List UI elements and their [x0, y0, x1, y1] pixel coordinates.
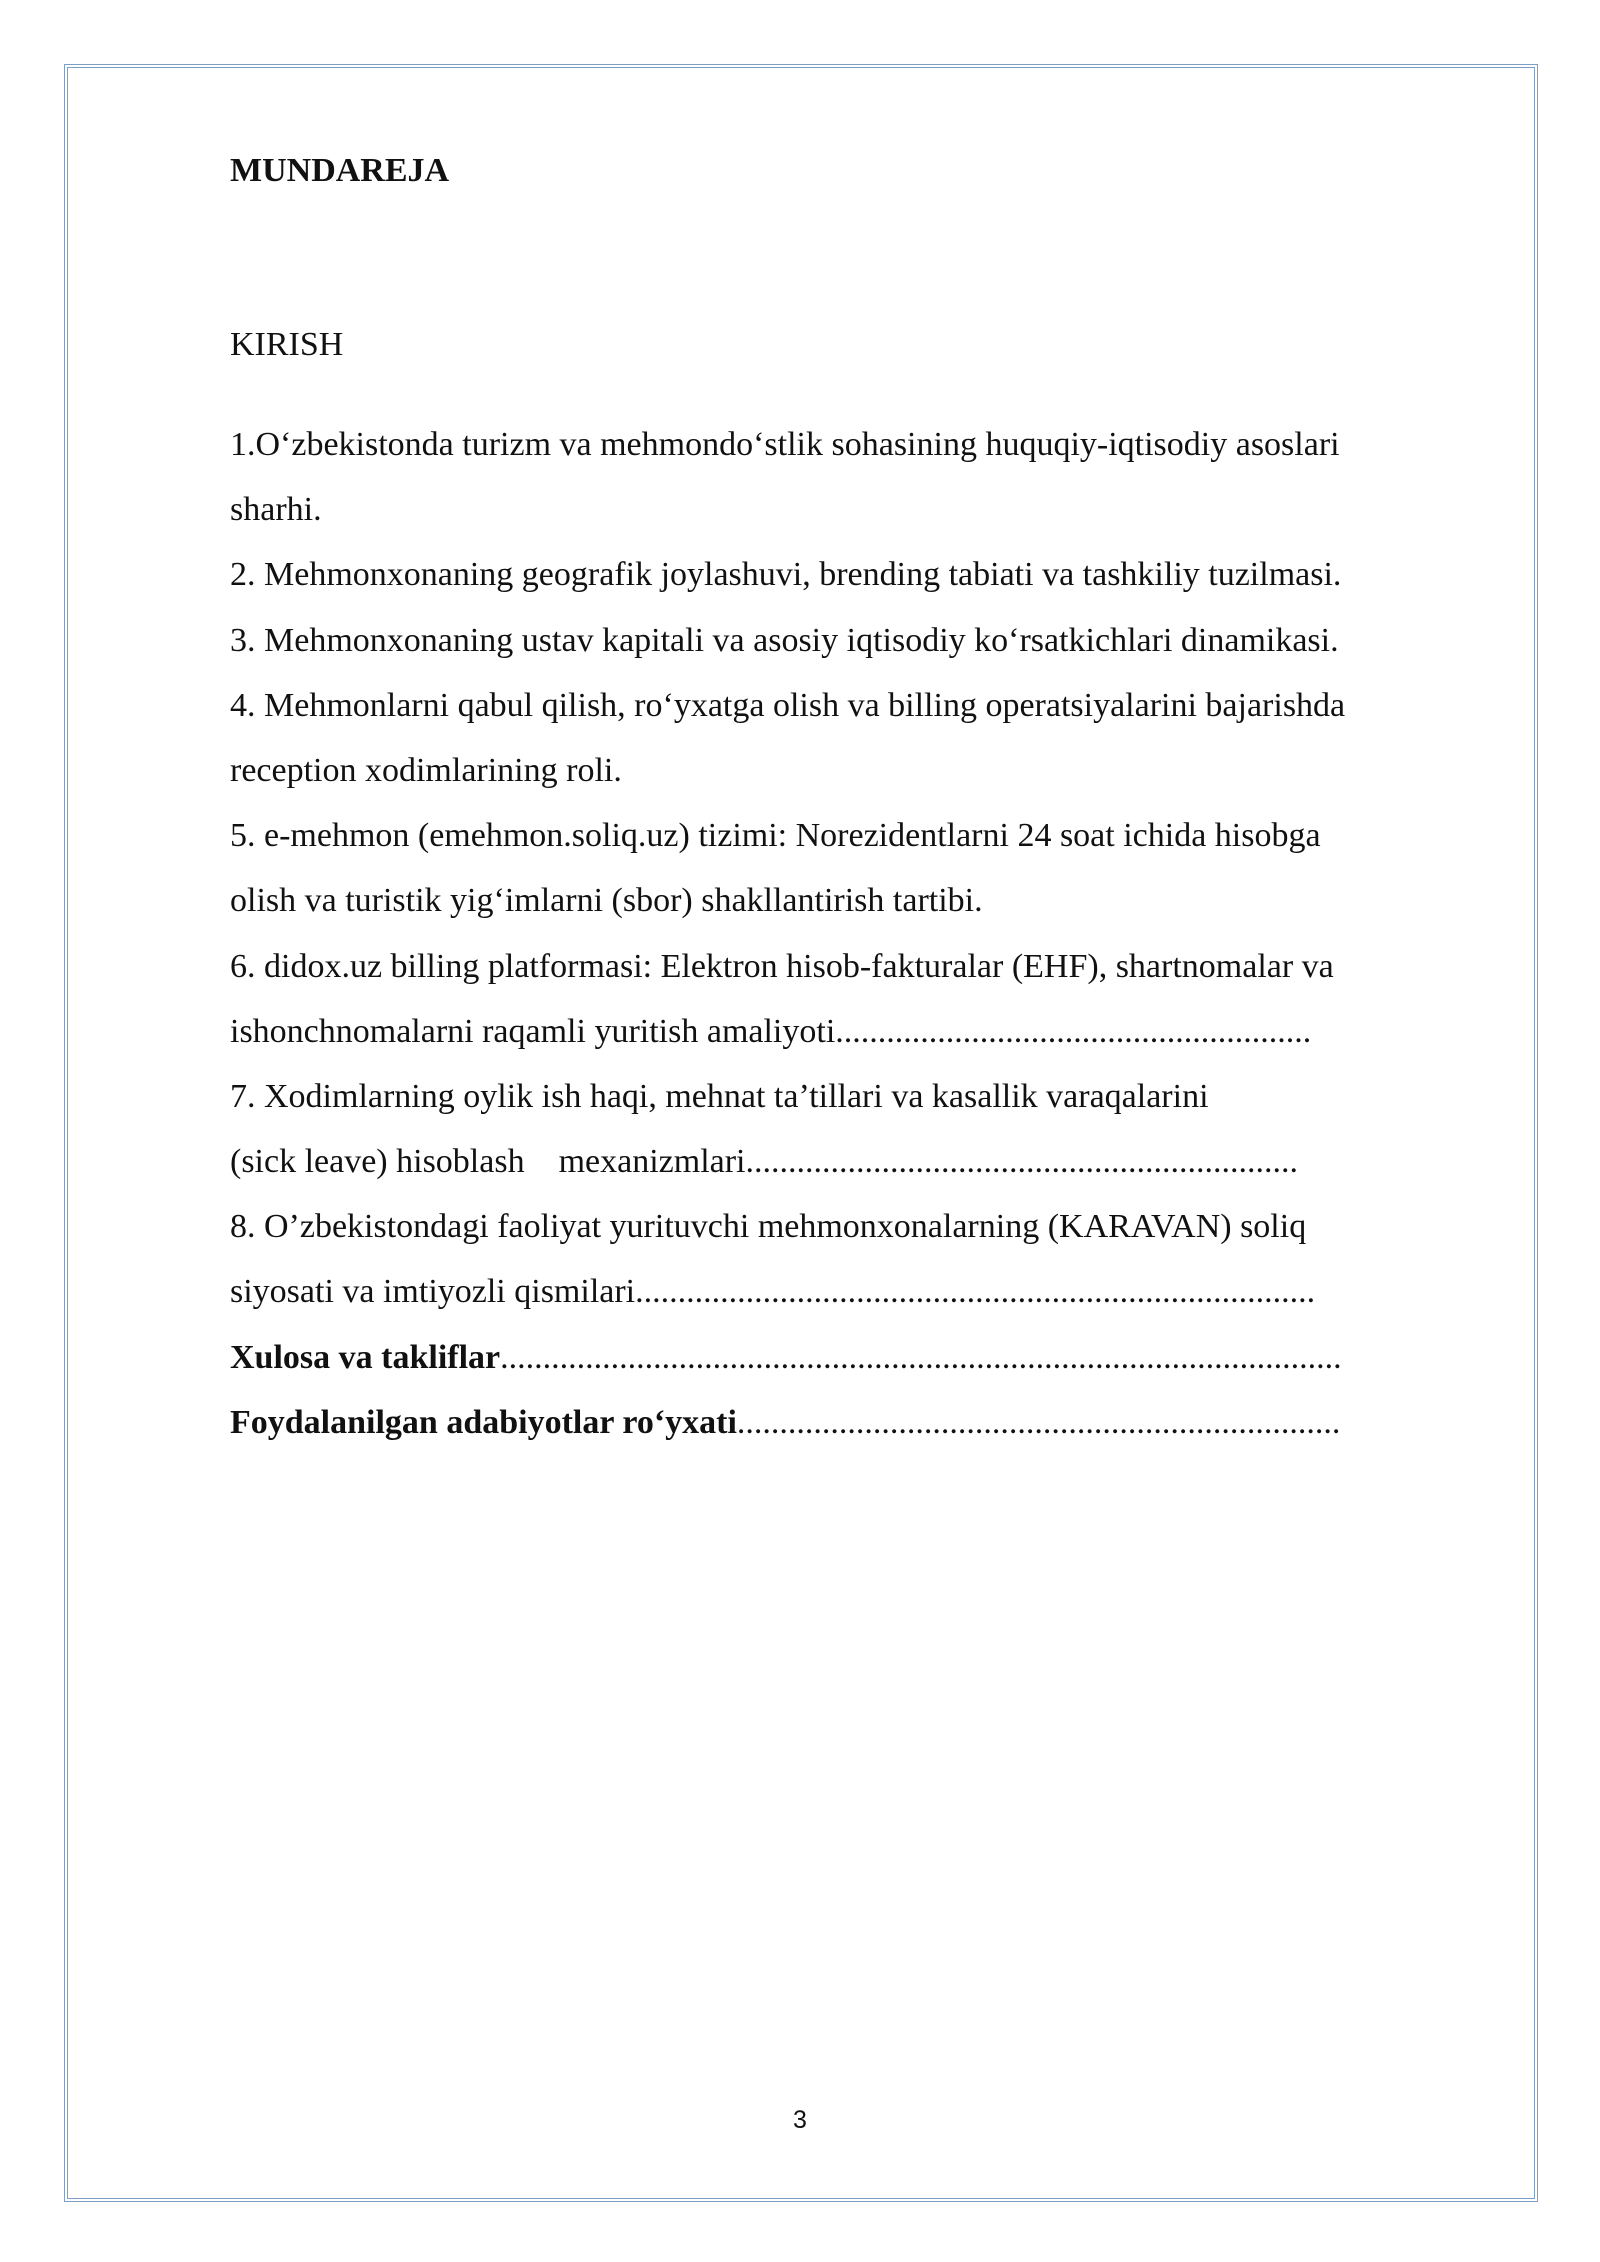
toc-entry-5-line-1: 5. e-mehmon (emehmon.soliq.uz) tizimi: Norezidentlarni 24 soat ichida hisobga	[230, 817, 1321, 855]
toc-entry-4-line-2: reception xodimlarining roli.	[230, 751, 622, 789]
toc-intro: KIRISH	[230, 326, 344, 363]
toc-conclusion-title: Xulosa va takliflar	[230, 1338, 501, 1376]
toc-references-title: Foydalanilgan adabiyotlar ro‘yxati	[230, 1403, 737, 1441]
page-number: 3	[793, 2106, 807, 2134]
toc-entry-2: 2. Mehmonxonaning geografik joylashuvi, brending tabiati va tashkiliy tuzilmasi.	[230, 556, 1342, 594]
toc-conclusion-leader: ...................................................................................................	[500, 1338, 1342, 1376]
toc-entries	[230, 412, 1480, 1455]
toc-entry-3: 3. Mehmonxonaning ustav kapitali va asosiy iqtisodiy ko‘rsatkichlari dinamikasi.	[230, 621, 1339, 659]
toc-entry-8-line-1: 8. O’zbekistondagi faoliyat yurituvchi mehmonxonalarning (KARAVAN) soliq	[230, 1208, 1307, 1246]
toc-entry-4-line-1: 4. Mehmonlarni qabul qilish, ro‘yxatga olish va billing operatsiyalarini bajarishda	[230, 686, 1346, 724]
toc-entry-1-line-2: sharhi.	[230, 491, 322, 529]
toc-references-leader: .......................................................................	[736, 1403, 1341, 1441]
toc-entry-7-line-1: 7. Xodimlarning oylik ish haqi, mehnat ta’tillari va kasallik varaqalarini	[230, 1077, 1209, 1115]
toc-entry-8-line-2: siyosati va imtiyozli qismilari................................................................................	[230, 1273, 1316, 1311]
toc-conclusion	[230, 1325, 1480, 1390]
toc-entry-6-line-1: 6. didox.uz billing platformasi: Elektron hisob-fakturalar (EHF), shartnomalar va	[230, 947, 1334, 985]
toc-entry-6-line-2: ishonchnomalarni raqamli yuritish amaliyoti........................................................	[230, 1012, 1312, 1050]
toc-entry-7-line-2: (sick leave) hisoblash mexanizmlari.................................................................	[230, 1143, 1298, 1181]
toc-heading: MUNDAREJA	[230, 152, 450, 189]
toc-references	[230, 1390, 1480, 1455]
toc-entry-5-line-2: olish va turistik yig‘imlarni (sbor) shakllantirish tartibi.	[230, 882, 983, 920]
toc-entry-1-line-1: 1.O‘zbekistonda turizm va mehmondo‘stlik sohasining huquqiy-iqtisodiy asoslari	[230, 426, 1340, 463]
